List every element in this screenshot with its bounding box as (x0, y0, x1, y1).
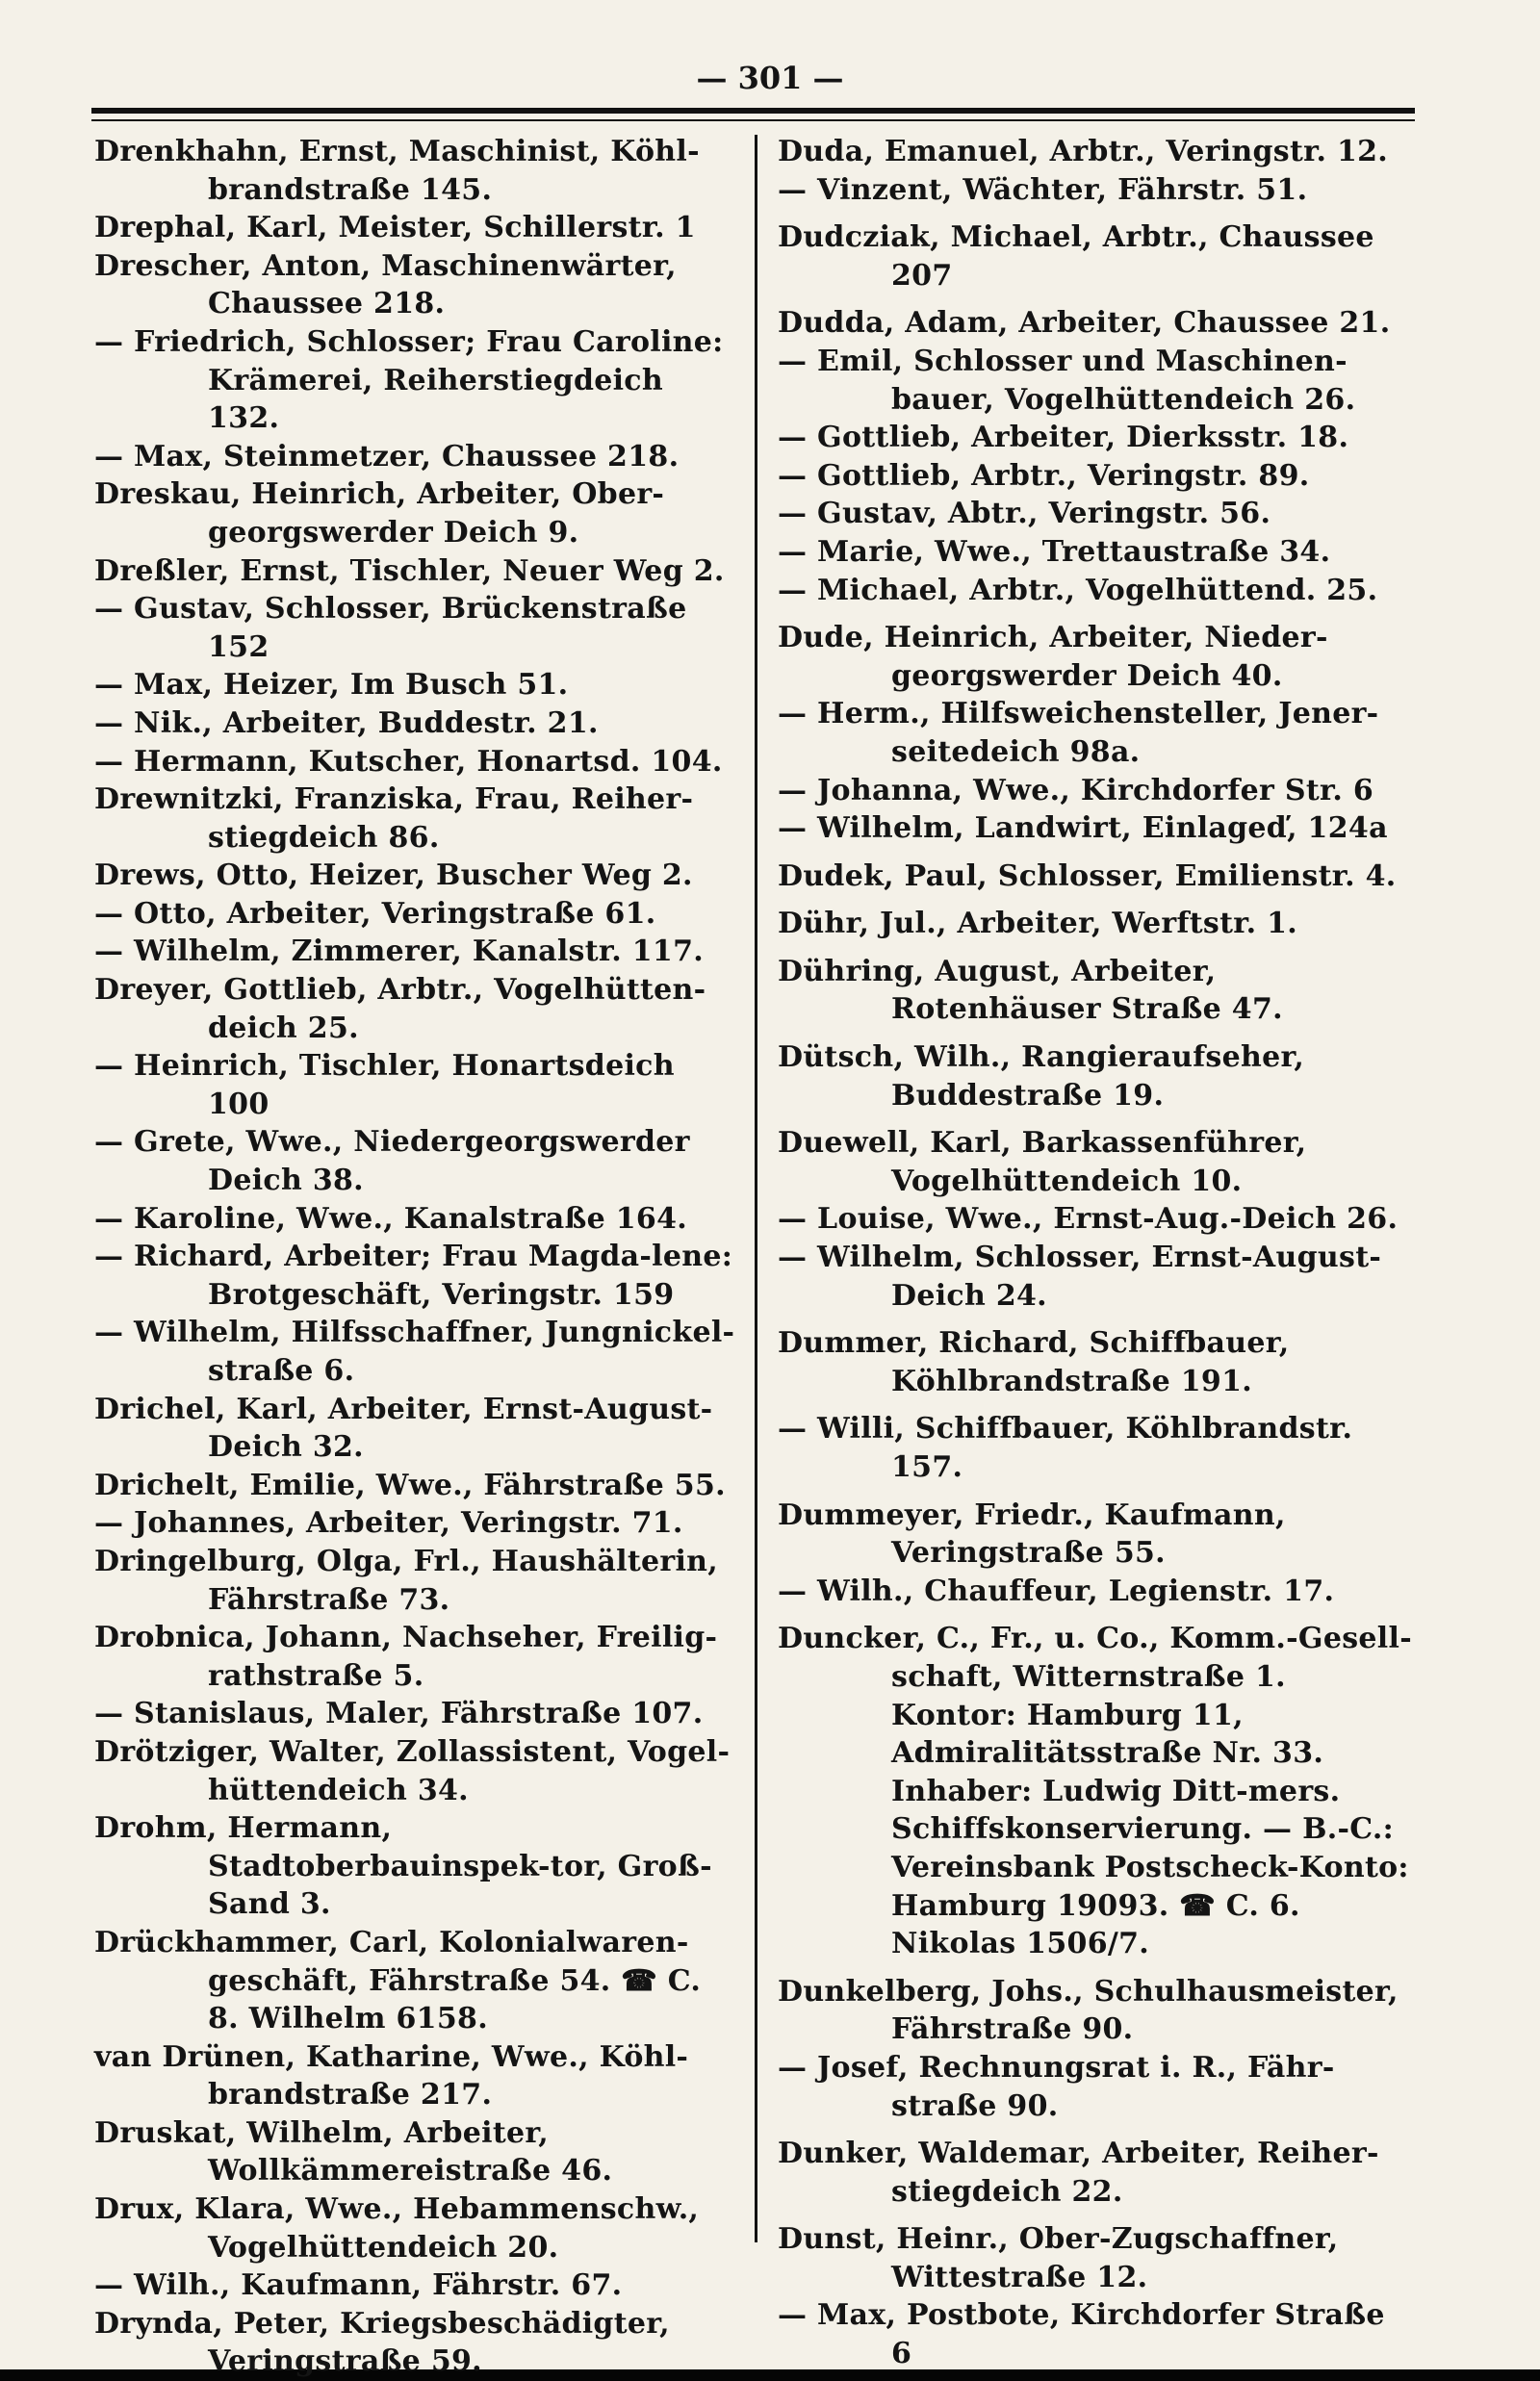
directory-entry: Dude, Heinrich, Arbeiter, Nieder-georgswerder Deich 40. (778, 621, 1328, 693)
directory-entry: — Karoline, Wwe., Kanalstraße 164. (94, 1201, 688, 1236)
directory-entry: Dunkelberg, Johs., Schulhausmeister, Fährstraße 90. (778, 1974, 1399, 2047)
directory-entry: — Willi, Schiffbauer, Köhlbrandstr. 157. (778, 1412, 1353, 1484)
directory-entry: Dunst, Heinr., Ober-Zugschaffner, Wittestraße 12. (778, 2222, 1339, 2294)
directory-entry: Dunker, Waldemar, Arbeiter, Reiher-stiegdeich 22. (778, 2137, 1379, 2209)
directory-entry: Duewell, Karl, Barkassenführer, Vogelhüttendeich 10. (778, 1126, 1307, 1198)
directory-entry: — Emil, Schlosser und Maschinen-bauer, Vogelhüttendeich 26. (778, 344, 1356, 417)
directory-entry: Dudcziak, Michael, Arbtr., Chaussee 207 (778, 220, 1374, 293)
directory-entry: — Wilhelm, Zimmerer, Kanalstr. 117. (94, 934, 705, 969)
directory-entry: Dringelburg, Olga, Frl., Haushälterin, Fährstraße 73. (94, 1544, 719, 1617)
directory-entry: — Richard, Arbeiter; Frau Magda-lene: Brotgeschäft, Veringstr. 159 (94, 1240, 733, 1312)
directory-entry: — Hermann, Kutscher, Honartsd. 104. (94, 744, 723, 779)
directory-entry: — Wilhelm, Schlosser, Ernst-August-Deich 24. (778, 1241, 1382, 1313)
directory-entry: van Drünen, Katharine, Wwe., Köhl-brandstraße 217. (94, 2039, 689, 2112)
header-rule-thin (91, 119, 1415, 121)
directory-entry: Drückhammer, Carl, Kolonialwaren-geschäft, Fährstraße 54. ☎ C. 8. Wilhelm 6158. (94, 1925, 702, 2036)
directory-entry: Drux, Klara, Wwe., Hebammenschw., Vogelhüttendeich 20. (94, 2192, 700, 2265)
directory-entry: — Grete, Wwe., Niedergeorgswerder Deich 38. (94, 1125, 690, 1198)
directory-entry: Drohm, Hermann, Stadtoberbauinspek-tor, Groß-Sand 3. (94, 1811, 712, 1922)
directory-entry: Drichel, Karl, Arbeiter, Ernst-August-Deich 32. (94, 1392, 713, 1465)
directory-entry: — Wilh., Chauffeur, Legienstr. 17. (778, 1574, 1335, 1608)
directory-entry: — Marie, Wwe., Trettaustraße 34. (778, 534, 1331, 569)
directory-entry: — Max, Heizer, Im Busch 51. (94, 668, 569, 703)
directory-entry: Drenkhahn, Ernst, Maschinist, Köhl-brandstraße 145. (94, 135, 700, 207)
directory-entry: — Wilhelm, Landwirt, Einlageď, 124a (778, 811, 1388, 846)
directory-entry: Duda, Emanuel, Arbtr., Veringstr. 12. (778, 135, 1389, 168)
directory-entry: Dummeyer, Friedr., Kaufmann, Veringstraße 55. (778, 1498, 1286, 1571)
directory-entry: Drynda, Peter, Kriegsbeschädigter, Veringstraße 59. (94, 2306, 670, 2379)
directory-entry: Dühr, Jul., Arbeiter, Werftstr. 1. (778, 907, 1297, 941)
directory-entry: Dreßler, Ernst, Tischler, Neuer Weg 2. (94, 553, 725, 588)
directory-entry: — Gustav, Schlosser, Brückenstraße 152 (94, 592, 687, 664)
directory-entry: — Max, Steinmetzer, Chaussee 218. (94, 439, 680, 474)
directory-entry: Dudek, Paul, Schlosser, Emilienstr. 4. (778, 858, 1397, 893)
directory-entry: Dreskau, Heinrich, Arbeiter, Ober-georgswerder Deich 9. (94, 477, 665, 550)
directory-entry: Drewnitzki, Franziska, Frau, Reiher-stiegdeich 86. (94, 782, 694, 855)
directory-entry: — Heinrich, Tischler, Honartsdeich 100 (94, 1049, 675, 1121)
directory-entry: — Johanna, Wwe., Kirchdorfer Str. 6 (778, 773, 1374, 807)
directory-entry: — Gottlieb, Arbeiter, Dierksstr. 18. (778, 421, 1349, 455)
directory-entry: — Gustav, Abtr., Veringstr. 56. (778, 497, 1271, 531)
directory-entry: Drescher, Anton, Maschinenwärter, Chaussee 218. (94, 248, 677, 321)
directory-entry: Dühring, August, Arbeiter, Rotenhäuser Straße 47. (778, 954, 1283, 1027)
directory-entry: — Wilh., Kaufmann, Fährstr. 67. (94, 2268, 623, 2303)
directory-entry: Drephal, Karl, Meister, Schillerstr. 1 (94, 211, 696, 245)
directory-entry: Drews, Otto, Heizer, Buscher Weg 2. (94, 858, 693, 893)
directory-entry: Drötziger, Walter, Zollassistent, Vogel-hüttendeich 34. (94, 1734, 731, 1807)
directory-entry: — Vinzent, Wächter, Fährstr. 51. (778, 172, 1308, 207)
directory-entry: — Nik., Arbeiter, Buddestr. 21. (94, 705, 599, 740)
directory-entry: Drobnica, Johann, Nachseher, Freilig-rathstraße 5. (94, 1621, 718, 1693)
directory-entry: — Max, Postbote, Kirchdorfer Straße 6 (778, 2298, 1385, 2371)
column-divider (755, 135, 757, 2242)
right-column (778, 133, 1415, 2373)
directory-entry: — Josef, Rechnungsrat i. R., Fähr-straße 90. (778, 2050, 1335, 2123)
directory-entry: Duncker, C., Fr., u. Co., Komm.-Gesell-schaft, Witternstraße 1. Kontor: Hamburg 11, Admiralitätsstraße Nr. 33. Inhaber: Ludwig Ditt-mers. Schiffskonservierung. — B.-C.: Vereinsbank Postscheck-Konto: Hamburg 19093. ☎ C. 6. Nikolas 1506/7. (778, 1622, 1412, 1961)
directory-entry: — Johannes, Arbeiter, Veringstr. 71. (94, 1506, 683, 1541)
directory-entry: Dütsch, Wilh., Rangieraufseher, Buddestraße 19. (778, 1040, 1305, 1113)
left-column (94, 133, 739, 2381)
directory-entry: Drichelt, Emilie, Wwe., Fährstraße 55. (94, 1468, 726, 1502)
directory-entry: — Wilhelm, Hilfsschaffner, Jungnickel-straße 6. (94, 1316, 735, 1388)
directory-entry: — Friedrich, Schlosser; Frau Caroline: Krämerei, Reiherstiegdeich 132. (94, 324, 724, 436)
page-number: — 301 — (696, 60, 844, 96)
directory-entry: — Herm., Hilfsweichensteller, Jener-seitedeich 98a. (778, 697, 1379, 769)
directory-entry: Druskat, Wilhelm, Arbeiter, Wollkämmereistraße 46. (94, 2115, 613, 2189)
header-rule-thick (91, 108, 1415, 114)
directory-entry: — Louise, Wwe., Ernst-Aug.-Deich 26. (778, 1202, 1399, 1237)
directory-entry: — Stanislaus, Maler, Fährstraße 107. (94, 1697, 704, 1731)
directory-entry: — Gottlieb, Arbtr., Veringstr. 89. (778, 458, 1310, 493)
directory-entry: Dudda, Adam, Arbeiter, Chaussee 21. (778, 306, 1391, 341)
directory-entry: — Otto, Arbeiter, Veringstraße 61. (94, 896, 656, 931)
directory-entry: Dummer, Richard, Schiffbauer, Köhlbrandstraße 191. (778, 1326, 1290, 1398)
directory-entry: — Michael, Arbtr., Vogelhüttend. 25. (778, 573, 1378, 607)
directory-entry: Dreyer, Gottlieb, Arbtr., Vogelhütten-deich 25. (94, 973, 706, 1045)
